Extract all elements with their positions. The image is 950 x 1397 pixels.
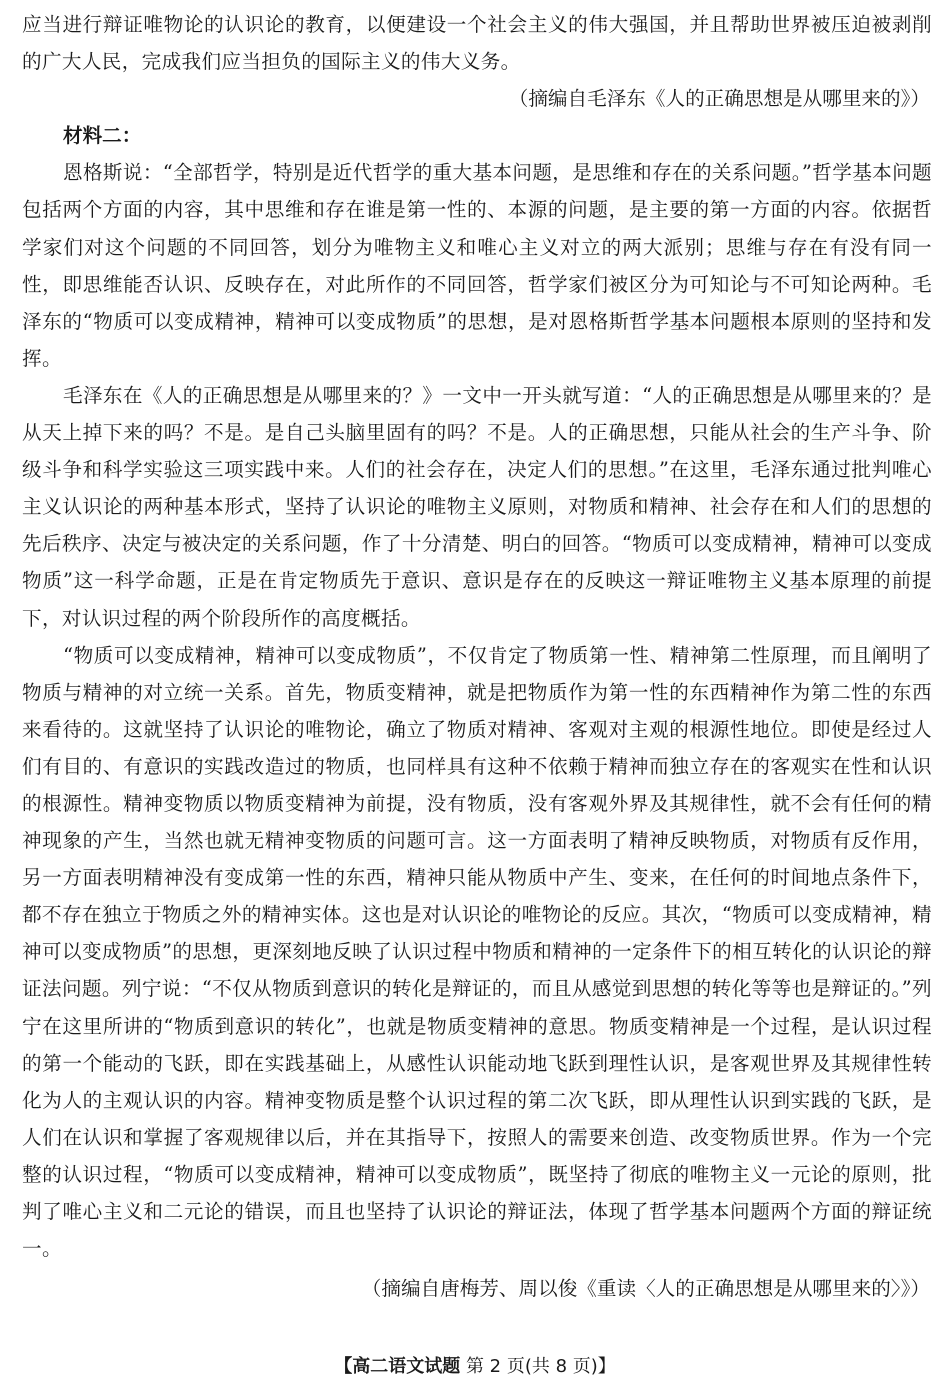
material-two-paragraph-3: “物质可以变成精神，精神可以变成物质”，不仅肯定了物质第一性、精神第二性原理，而且阐明了物质与精神的对立统一关系。首先，物质变精神，就是把物质作为第一性的东西精神作为第二性的东西来看待的。这就坚持了认识论的唯物论，确立了物质对精神、客观对主观的根源性地位。即使是经过人们有目的、有意识的实践改造过的物质，也同样具有这种不依赖于精神而独立存在的客观实在性和认识的根源性。精神变物质以物质变精神为前提，没有物质，没有客观外界及其规律性，就不会有任何的精神现象的产生，当然也就无精神变物质的问题可言。这一方面表明了精神反映物质，对物质有反作用，另一方面表明精神没有变成第一性的东西，精神只能从物质中产生、变来，在任何的时间地点条件下，都不存在独立于物质之外的精神实体。这也是对认识论的唯物论的反应。其次，“物质可以变成精神，精神可以变成物质”的思想，更深刻地反映了认识过程中物质和精神的一定条件下的相互转化的认识论的辩证法问题。列宁说：“不仅从物质到意识的转化是辩证的，而且从感觉到思想的转化等等也是辩证的。”列宁在这里所讲的“物质到意识的转化”，也就是物质变精神的意思。物质变精神是一个过程，是认识过程的第一个能动的飞跃，即在实践基础上，从感性认识能动地飞跃到理性认识，是客观世界及其规律性转化为人的主观认识的内容。精神变物质是整个认识过程的第二次飞跃，即从理性认识到实践的飞跃，是人们在认识和掌握了客观规律以后，并在其指导下，按照人的需要来创造、改变物质世界。作为一个完整的认识过程，“物质可以变成精神，精神可以变成物质”，既坚持了彻底的唯物主义一元论的原则，批判了唯心主义和二元论的错误，而且也坚持了认识论的辩证法，体现了哲学基本问题两个方面的辩证统一。 — [22, 643, 932, 1261]
material-two-paragraph-2: 毛泽东在《人的正确思想是从哪里来的？》一文中一开头就写道：“人的正确思想是从哪里来的？是从天上掉下来的吗？不是。是自己头脑里固有的吗？不是。人的正确思想，只能从社会的生产斗争、阶级斗争和科学实验这三项实践中来。人们的社会存在，决定人们的思想。”在这里，毛泽东通过批判唯心主义认识论的两种基本形式，坚持了认识论的唯物主义原则，对物质和精神、社会存在和人们的思想的先后秩序、决定与被决定的关系问题，作了十分清楚、明白的回答。“物质可以变成精神，精神可以变成物质”这一科学命题，正是在肯定物质先于意识、意识是存在的反映这一辩证唯物主义基本原理的前提下，对认识过程的两个阶段所作的高度概括。 — [22, 383, 932, 630]
document-page — [22, 6, 932, 1307]
page-footer — [0, 1352, 950, 1382]
material-two-heading: 材料二： — [63, 124, 142, 148]
intro-source-citation: （摘编自毛泽东《人的正确思想是从哪里来的》） — [508, 87, 930, 111]
material-two-paragraph-1: 恩格斯说：“全部哲学，特别是近代哲学的重大基本问题，是思维和存在的关系问题。”哲学基本问题包括两个方面的内容，其中思维和存在谁是第一性的、本源的问题，是主要的第一方面的内容。依据哲学家们对这个问题的不同回答，划分为唯物主义和唯心主义对立的两大派别；思维与存在有没有同一性，即思维能否认识、反映存在，对此所作的不同回答，哲学家们被区分为可知论与不可知论两种。毛泽东的“物质可以变成精神，精神可以变成物质”的思想，是对恩格斯哲学基本问题根本原则的坚持和发挥。 — [22, 161, 932, 370]
footer-exam-title: 【高二语文试题 — [334, 1356, 461, 1377]
intro-paragraph: 应当进行辩证唯物论的认识论的教育，以便建设一个社会主义的伟大强国，并且帮助世界被压迫被剥削的广大人民，完成我们应当担负的国际主义的伟大义务。 — [22, 13, 932, 74]
footer-page-number: 第 2 页(共 8 页)】 — [465, 1356, 616, 1377]
material-two-source-citation: （摘编自唐梅芳、周以俊《重读〈人的正确思想是从哪里来的〉》） — [361, 1277, 930, 1301]
